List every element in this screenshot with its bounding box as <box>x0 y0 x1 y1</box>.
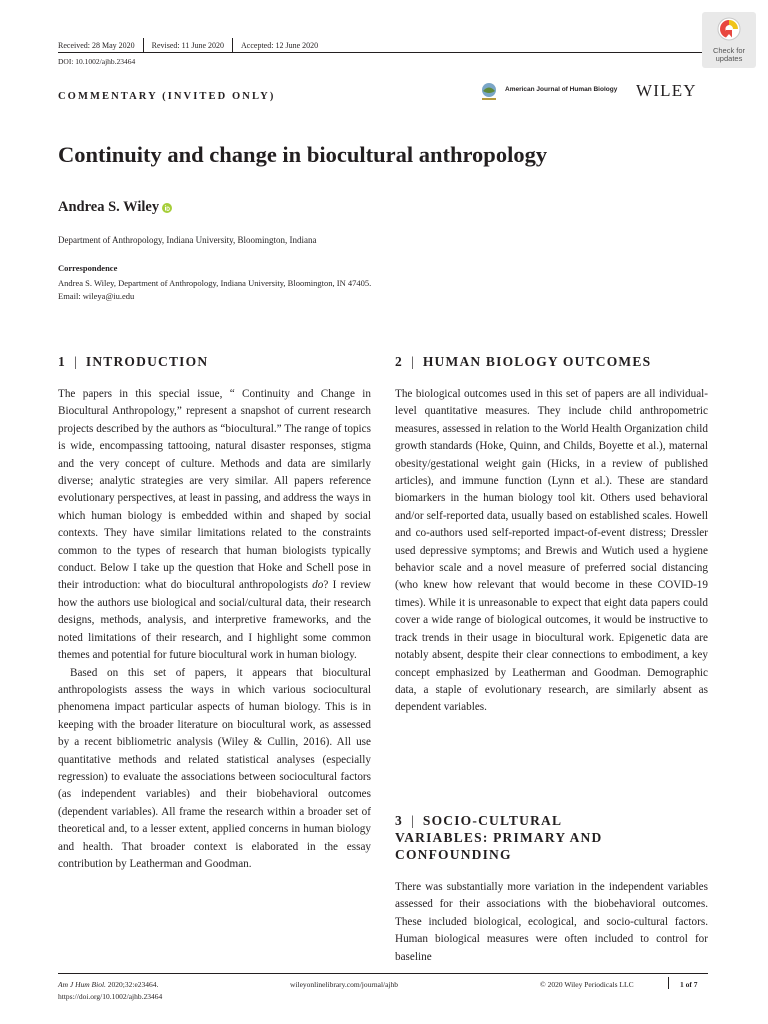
affiliation: Department of Anthropology, Indiana University, Bloomington, Indiana <box>58 235 317 245</box>
paragraph: Based on this set of papers, it appears that biocultural anthropologists assess the ways in which various sociocultural phenomena impact particular aspects of human biology. This is in keeping with the broader literature on biocultural work, as assessed by a recent bibliometric analysis (Wiley & Cullin, 2016). All use quantitative methods and related statistical analyses (especially regression) to evaluate the associations between sociocultural factors (as independent variables) and their biobehavioral outcomes (dependent variables). All frame the research within a broader set of theoretical and, to a lesser extent, applied concerns in human biology and health. That broader context is elaborated in the essay contribution by Leatherman and Goodman. <box>58 666 371 870</box>
check-for-updates-badge[interactable] <box>702 12 756 68</box>
header-rule <box>58 52 708 53</box>
journal-name: American Journal of Human Biology <box>505 86 618 93</box>
section-3-title-line-1 <box>395 812 602 829</box>
left-column-text <box>58 386 371 873</box>
article-title: Continuity and change in biocultural anthropology <box>58 142 548 167</box>
heading-bar: | <box>410 354 415 369</box>
author-row <box>58 199 172 216</box>
section-title: HUMAN BIOLOGY OUTCOMES <box>422 354 652 369</box>
footer-copyright: © 2020 Wiley Periodicals LLC <box>540 980 634 989</box>
section-number: 1 <box>58 354 66 369</box>
section-title: INTRODUCTION <box>85 354 209 369</box>
paragraph: The biological outcomes used in this set of papers are all individual-level quantitative measures. They include child anthropometric measures, assessed in relation to the World Health Organization child growth standards (Hoke, Quinn, and Childs, Boyette et al.), maternal obesity/gestational weight gain (Hicks, in a review of published articles), and immune function (Lynn et al.). These are standard biomarkers in the human biology tool kit. Others used behavioral and/or self-reported data, usually based on established scales. Howell and co-authors used self-reported impact-of-event distress; Dressler used depressive symptoms; and Brewis and Wutich used a hygiene behavior scale and a novel measure of preferred social distancing (who knew how relevant that would become in these COVID-19 times). While it is unreasonable to expect that eight data papers could cover a wide range of biological outcomes, it would be instructive to track trends in their usage in biocultural work. Epigenetic data are notably absent, despite their clear connections to embodiment, a key concept emphasized by Leatherman and Goodman. Demographic data, a staple of evolutionary research, are similarly absent as dependent variables. <box>395 388 708 714</box>
footer-citation <box>58 980 158 989</box>
citation-journal: Am J Hum Biol. <box>58 980 106 989</box>
article-type: COMMENTARY (INVITED ONLY) <box>58 91 276 102</box>
check-for-updates-icon <box>717 17 741 41</box>
date-separator <box>232 38 233 52</box>
received-date: Received: 28 May 2020 <box>58 40 135 50</box>
journal-logo-icon <box>479 82 499 102</box>
section-number: 3 <box>395 813 403 828</box>
emphasis-text: do <box>312 579 324 592</box>
citation-volume: 2020;32:e23464. <box>105 980 159 989</box>
orcid-icon[interactable] <box>162 203 172 213</box>
badge-line-2: updates <box>715 54 743 63</box>
right-column-text <box>395 386 708 717</box>
footer-doi-link[interactable]: https://doi.org/10.1002/ajhb.23464 <box>58 992 163 1001</box>
section-title: SOCIO-CULTURAL <box>422 813 563 828</box>
header-doi[interactable]: DOI: 10.1002/ajhb.23464 <box>58 57 136 66</box>
section-3-heading <box>395 812 602 863</box>
paragraph-text: The papers in this special issue, “ Continuity and Change in Biocultural Anthropology,” represent a snapshot of current research projects described by the authors as “biocultural.” The range of topics is wide, encompassing tattooing, natural disaster responses, stigma and the very concept of culture. Methods and data are similarly diverse; analytic strategies are very similar. All papers reference evolutionary perspectives, at least in passing, and address the ways in which human biology is embedded within and shaped by social contexts. They have similar limitations related to the constraints common to the types of research that human biologists typically conduct. Below I take up the question that Hoke and Schell pose in their introduction: what do biocultural anthropologists <box>58 388 371 592</box>
right-column-text-s3 <box>395 879 708 966</box>
section-1-heading <box>58 353 208 370</box>
revised-date: Revised: 11 June 2020 <box>151 40 225 50</box>
date-separator <box>143 38 144 52</box>
accepted-date: Accepted: 12 June 2020 <box>241 40 319 50</box>
author-name[interactable]: Andrea S. Wiley <box>58 199 160 215</box>
section-2-heading <box>395 353 651 370</box>
publisher-logo: WILEY <box>636 81 697 100</box>
badge-line-1: Check for <box>712 46 746 55</box>
footer-rule <box>58 973 708 974</box>
paragraph: There was substantially more variation in the independent variables assessed for their associations with the biobehavioral outcomes. These included biological, ecological, and socio-cultural factors. Human biological measures were often included to control for baseline <box>395 881 708 963</box>
heading-bar: | <box>73 354 78 369</box>
correspondence-address: Andrea S. Wiley, Department of Anthropology, Indiana University, Bloomington, IN 47405. <box>58 278 372 288</box>
page-number: 1 of 7 <box>680 980 698 989</box>
section-3-title-line-3: CONFOUNDING <box>395 847 512 862</box>
footer-site-link[interactable]: wileyonlinelibrary.com/journal/ajhb <box>290 980 399 989</box>
correspondence-heading: Correspondence <box>58 263 118 273</box>
paragraph <box>58 386 371 665</box>
paragraph-text: ? I review how the authors use biological and social/cultural data, their research designs, methods, analysis, and interpretive frameworks, and the noted limitations of their research, and I highlight some common themes and potential for future biocultural work in human biology. <box>58 579 371 662</box>
heading-bar: | <box>410 813 415 828</box>
article-dates <box>58 38 318 52</box>
section-number: 2 <box>395 354 403 369</box>
section-3-title-line-2: VARIABLES: PRIMARY AND <box>395 830 603 845</box>
footer-page-separator <box>668 977 669 989</box>
correspondence-details <box>58 277 371 303</box>
correspondence-email[interactable]: Email: wileya@iu.edu <box>58 291 135 301</box>
